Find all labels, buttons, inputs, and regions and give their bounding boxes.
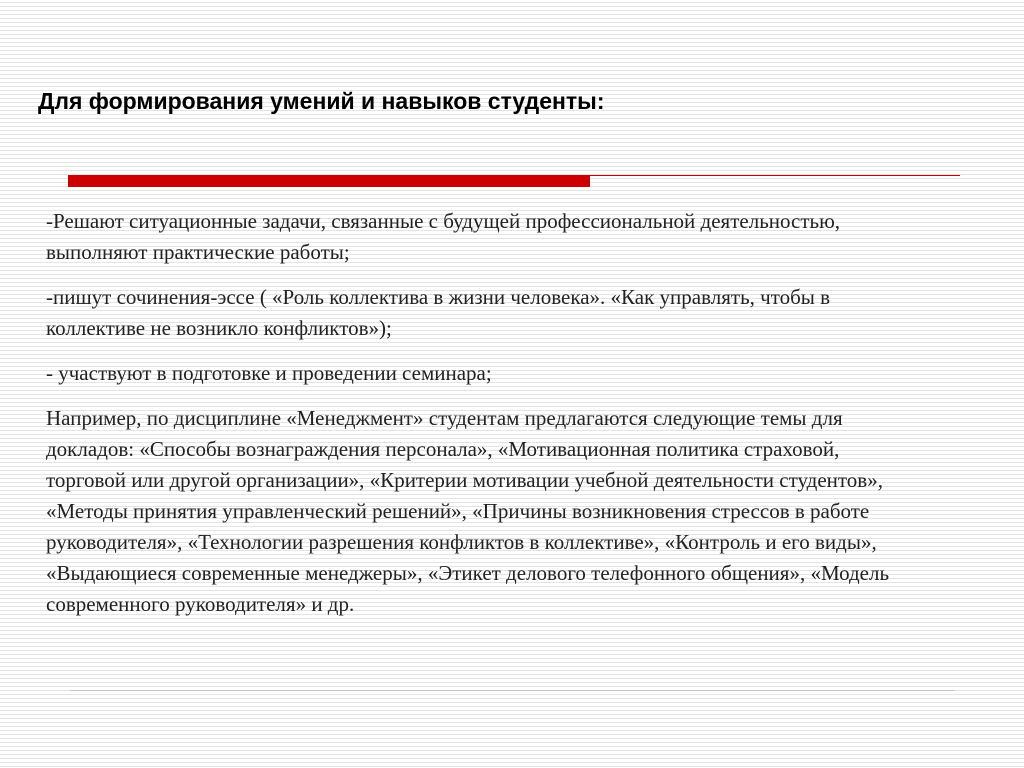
paragraph-report-topics: Например, по дисциплине «Менеджмент» студентам предлагаются следующие темы для докладов: «Способы вознаграждения персонала», «Мотивационная политика страховой, торговой или другой организации», «Критерии мотивации учебной деятельности студентов», «Методы принятия управленческий решений», «Причины возникновения стрессов в работе руководителя», «Технологии разрешения конфликтов в коллективе», «Контроль и его виды», «Выдающиеся современные менеджеры», «Этикет делового телефонного общения», «Модель современного руководителя» и др.	[46, 406, 890, 616]
paragraph-situational-tasks: -Решают ситуационные задачи, связанные с будущей профессиональной деятельностью, выполняют практические работы;	[46, 209, 841, 264]
footer-divider	[70, 690, 955, 691]
title-accent-line	[590, 175, 960, 176]
slide-title: Для формирования умений и навыков студенты:	[38, 88, 605, 114]
slide-body	[46, 206, 906, 634]
paragraph-seminars: - участвуют в подготовке и проведении семинара;	[46, 361, 492, 385]
title-accent-bar	[68, 175, 590, 187]
paragraph-essays: -пишут сочинения-эссе ( «Роль коллектива в жизни человека». «Как управлять, чтобы в коллективе не возникло конфликтов»);	[46, 285, 831, 340]
